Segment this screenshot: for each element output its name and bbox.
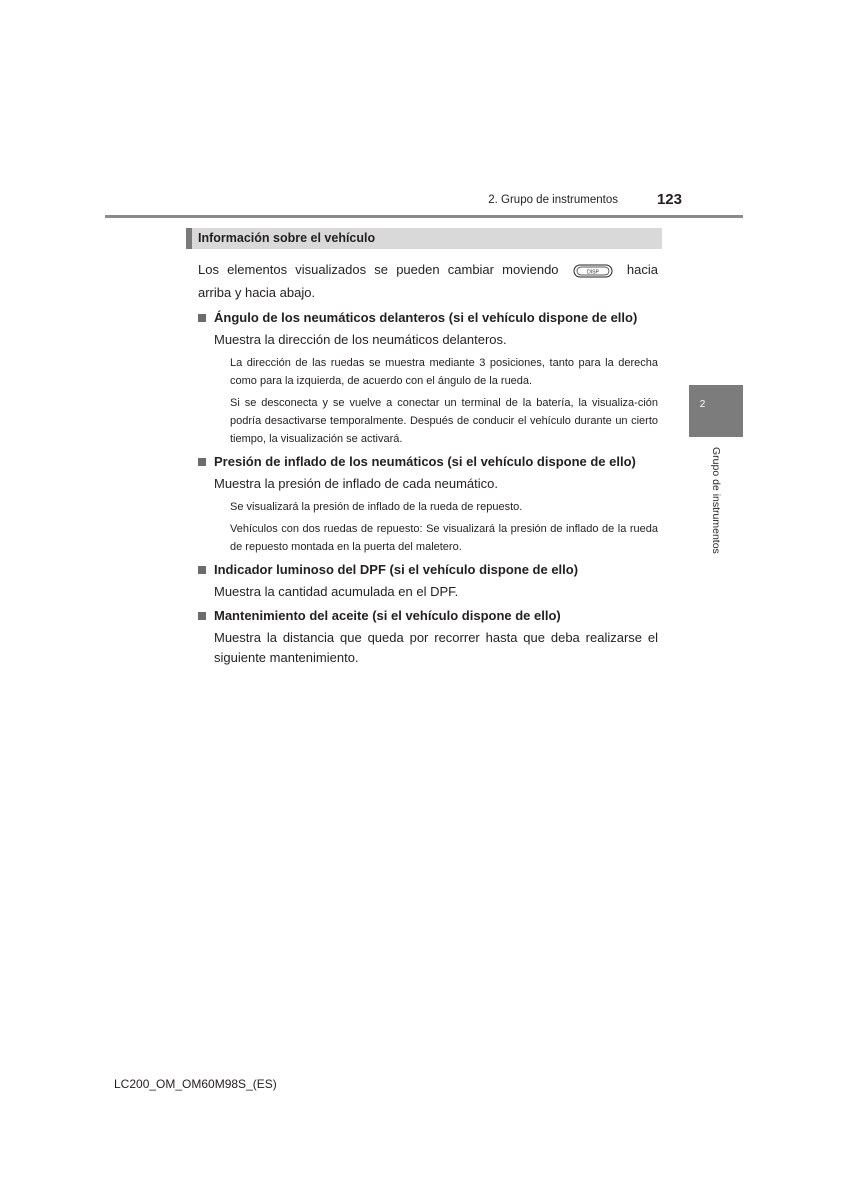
- header-divider: [105, 215, 743, 218]
- intro-paragraph: [198, 258, 658, 304]
- item-title: [198, 605, 658, 626]
- item-title: [198, 451, 658, 472]
- section-content: [198, 258, 658, 668]
- chapter-tab-number: 2: [699, 399, 706, 410]
- list-item: [198, 451, 658, 556]
- list-item: [198, 559, 658, 602]
- square-bullet-icon: [198, 612, 206, 620]
- item-title-text: Presión de inflado de los neumáticos (si el vehículo dispone de ello): [214, 454, 636, 469]
- item-title-text: Indicador luminoso del DPF (si el vehículo dispone de ello): [214, 562, 579, 577]
- intro-text-before: Los elementos visualizados se pueden cambiar moviendo: [198, 262, 559, 277]
- item-title-text: Ángulo de los neumáticos delanteros (si el vehículo dispone de ello): [214, 310, 638, 325]
- meter-control-switch-icon: [573, 262, 613, 276]
- section-title: Información sobre el vehículo: [198, 231, 376, 245]
- section-heading: [186, 228, 662, 249]
- item-note: Vehículos con dos ruedas de repuesto: Se visualizará la presión de inflado de la rueda de repuesto montada en la puerta del maletero.: [230, 523, 658, 553]
- square-bullet-icon: [198, 458, 206, 466]
- item-description: Muestra la dirección de los neumáticos delanteros.: [214, 332, 507, 347]
- square-bullet-icon: [198, 314, 206, 322]
- item-list: [198, 307, 658, 668]
- item-title: [198, 307, 658, 328]
- footer-document-code: LC200_OM_OM60M98S_(ES): [114, 1077, 277, 1091]
- item-description: Muestra la cantidad acumulada en el DPF.: [214, 584, 459, 599]
- intro-text-after: hacia arriba y hacia abajo.: [198, 262, 658, 300]
- list-item: [198, 605, 658, 668]
- item-title-text: Mantenimiento del aceite (si el vehículo dispone de ello): [214, 608, 561, 623]
- item-description: Muestra la distancia que queda por recorrer hasta que deba realizarse el siguiente mantenimiento.: [214, 630, 658, 665]
- item-note: Se visualizará la presión de inflado de la rueda de repuesto.: [230, 501, 523, 513]
- item-note: La dirección de las ruedas se muestra mediante 3 posiciones, tanto para la derecha como para la izquierda, de acuerdo con el ángulo de la rueda.: [230, 357, 658, 387]
- item-note: Si se desconecta y se vuelve a conectar un terminal de la batería, la visualiza-ción podría desactivarse temporalmente. Después de conducir el vehículo durante un cierto tiempo, la visualización se activará.: [230, 397, 658, 445]
- list-item: [198, 307, 658, 448]
- item-title: [198, 559, 658, 580]
- square-bullet-icon: [198, 566, 206, 574]
- chapter-tab[interactable]: [689, 385, 743, 437]
- page-header-chapter: 2. Grupo de instrumentos: [488, 194, 618, 206]
- chapter-tab-label: Grupo de instrumentos: [710, 447, 722, 554]
- meter-control-switch-label: DISP: [586, 269, 599, 276]
- page-number: 123: [656, 191, 682, 208]
- item-description: Muestra la presión de inflado de cada neumático.: [214, 476, 499, 491]
